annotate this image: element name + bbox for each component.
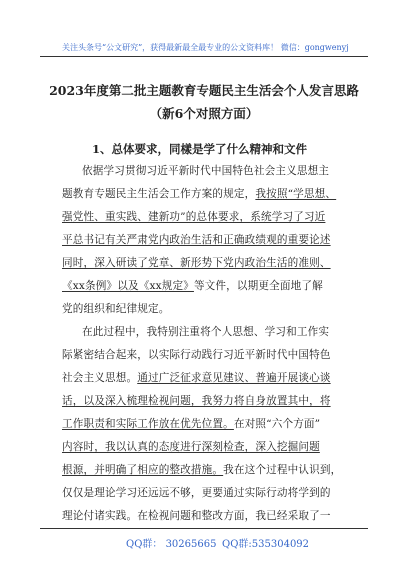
paragraph-line: 强党性、重实践、建新功”的总体要求，系统学习了习近 — [62, 211, 326, 223]
paragraph-line: 际紧密结合起来，以实际行动践行习近平新时代中国特色 — [62, 349, 331, 361]
header-rule — [40, 56, 368, 57]
paragraph-line: 理论付诸实践。在检视问题和整改方面，我已经采取了一 — [62, 510, 331, 522]
document-subtitle: （新6个对照方面） — [149, 106, 259, 121]
paragraph-line: 仅仅是理论学习还远远不够，更要通过实际行动将学到的 — [62, 487, 331, 499]
footer-qq-group-2: QQ群:535304092 — [222, 539, 310, 550]
paragraph-line: 话，以及深入梳理检视问题，我努力将自身放置其中，将 — [62, 395, 331, 407]
paragraph-line: 党的组织和纪律规定。 — [62, 303, 170, 315]
paragraph-line: 根源，并明确了相应的整改措施。我在这个过程中认识到， — [62, 464, 342, 476]
footer-qq-group-1: QQ群： 30265665 — [126, 539, 217, 550]
paragraph-line: 同时，深入研读了党章、新形势下党内政治生活的准则、 — [62, 257, 331, 269]
header-promo-text: 关注头条号“公文研究”，获得最新最全最专业的公文资料库！ 微信：gongwenyj — [62, 43, 349, 52]
paragraph-line: 内容时，我以认真的态度进行深刻检查，深入挖掘问题 — [62, 441, 320, 453]
paragraph-line: 《xx条例》以及《xx规定》等文件，以期更全面地了解 — [62, 280, 323, 292]
paragraph-line: 平总书记有关严肃党内政治生活和正确政绩观的重要论述 — [62, 234, 331, 246]
paragraph-line: 社会主义思想。通过广泛征求意见建议、普遍开展谈心谈 — [62, 372, 331, 384]
footer-rule — [40, 528, 368, 529]
paragraph-line: 工作职责和实际工作放在优先位置。在对照“六个方面” — [62, 418, 321, 430]
section-heading-1: 1、总体要求，同樣是学了什么精神和文件 — [92, 142, 307, 156]
paragraph-line: 依据学习贯彻习近平新时代中国特色社会主义思想主 — [82, 165, 330, 177]
document-title: 2023年度第二批主题教育专题民主生活会个人发言思路 — [49, 83, 359, 98]
paragraph-line: 题教育专题民主生活会工作方案的规定，我按照“学思想、 — [62, 188, 337, 200]
paragraph-line: 在此过程中，我特别注重将个人思想、学习和工作实 — [82, 326, 330, 338]
